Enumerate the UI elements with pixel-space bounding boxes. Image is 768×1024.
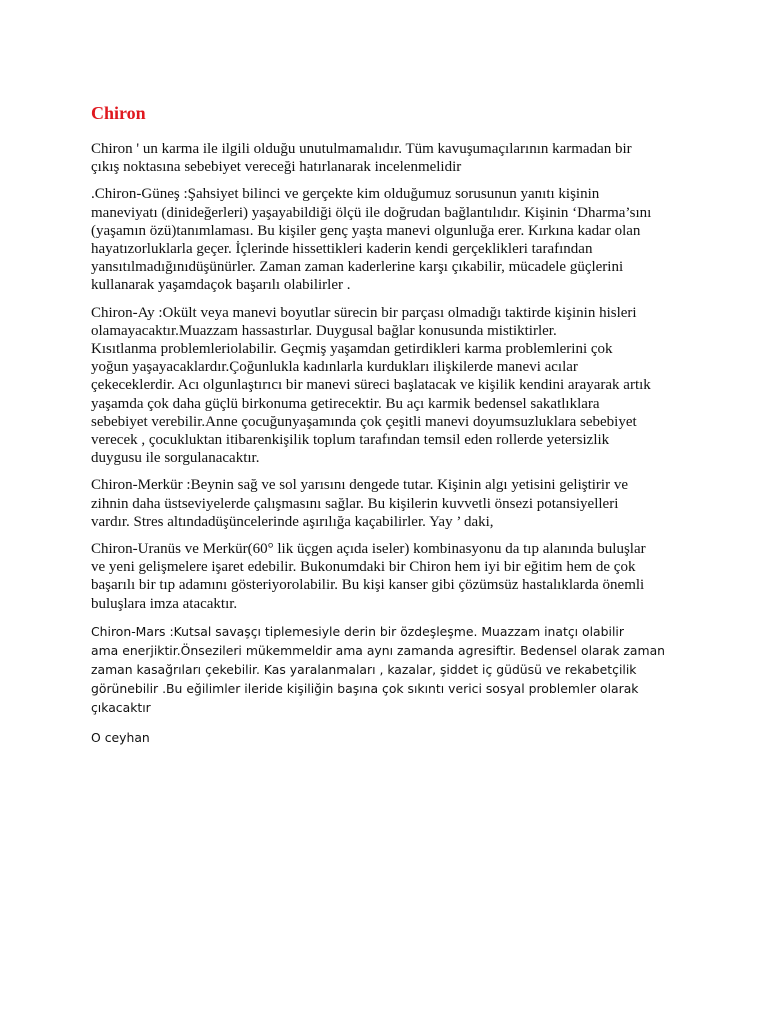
text-line: zaman kasağrıları çekebilir. Kas yaralanmaları , kazalar, şiddet iç güdüsü ve rekabetçilik <box>91 661 637 677</box>
text-line: vardır. Stres altındadüşüncelerinde aşırılığa kaçabilirler. Yay ’ daki, <box>91 513 494 530</box>
text-line: ve yeni gelişmelere işaret edebilir. Bukonumdaki bir Chiron hem iyi bir eğitim hem de çok <box>91 559 636 576</box>
text-line: yoğun yaşayacaklardır.Çoğunlukla kadınlarla kurdukları ilişkilerde manevi acılar <box>91 359 578 376</box>
text-line: görünebilir .Bu eğilimler ileride kişiliğin başına çok sıkıntı verici sosyal problemler olarak <box>91 680 639 696</box>
text-line: kullanarak yaşamdaçok başarılı olabilirler . <box>91 277 351 294</box>
text-line: Chiron-Mars :Kutsal savaşçı tiplemesiyle derin bir özdeşleşme. Muazzam inatçı olabilir <box>91 623 624 639</box>
signature-paragraph <box>91 728 678 747</box>
text-line: maneviyatı (dinideğerleri) yaşayabildiği ölçü ile doğrudan bağlantılıdır. Kişinin ‘Dharma’sını <box>91 204 652 221</box>
text-line: çekeceklerdir. Acı olgunlaştırıcı bir manevi süreci başlatacak ve kişilik kendini arayarak artık <box>91 377 651 394</box>
sans-body <box>91 622 678 747</box>
text-line: Kısıtlanma problemleriolabilir. Geçmiş yaşamdan getirdikleri karma problemlerini çok <box>91 341 613 358</box>
text-line: çıkacaktır <box>91 699 151 715</box>
text-line: olamayacaktır.Muazzam hassastırlar. Duygusal bağlar konusunda mistiktirler. <box>91 322 557 339</box>
text-line: Chiron-Uranüs ve Merkür(60° lik üçgen açıda iseler) kombinasyonu da tıp alanında buluşlar <box>91 541 646 558</box>
text-line: ama enerjiktir.Önsezileri mükemmeldir ama aynı zamanda agresiftir. Bedensel olarak zaman <box>91 642 666 658</box>
serif-body <box>91 140 678 613</box>
signature-paragraph <box>91 622 678 717</box>
text-line: (yaşamın özü)tanımlaması. Bu kişiler genç yaşta manevi olgunluğa erer. Kırkına kadar olan <box>91 222 641 239</box>
text-line: Chiron-Ay :Okült veya manevi boyutlar sürecin bir parçası olmadığı taktirde kişinin hisleri <box>91 304 637 321</box>
text-line: .Chiron-Güneş :Şahsiyet bilinci ve gerçekte kim olduğumuz sorusunun yanıtı kişinin <box>91 186 600 203</box>
text-line: yansıtılmadığınıdüşünürler. Zaman zaman kaderlerine karşı çıkabilir, mücadele güçlerini <box>91 259 624 276</box>
body-paragraph <box>91 185 678 294</box>
body-paragraph <box>91 476 678 531</box>
body-paragraph <box>91 540 678 613</box>
text-line: sebebiyet verebilir.Anne çocuğunyaşamında çok çeşitli manevi doyumsuzluklara sebebiyet <box>91 413 637 430</box>
text-line: O ceyhan <box>91 729 150 745</box>
text-line: Chiron-Merkür :Beynin sağ ve sol yarısını dengede tutar. Kişinin algı yetisini geliştirir ve <box>91 477 628 494</box>
text-line: başarılı bir tıp adamını gösteriyorolabilir. Bu kişi kanser gibi çözümsüz hastalıklarda önemli <box>91 577 645 594</box>
text-line: buluşlara imza atacaktır. <box>91 595 238 612</box>
document-title: Chiron <box>91 103 146 123</box>
text-line: yaşamda çok daha güçlü birkonuma getirecektir. Bu açı karmik bedensel sakatlıklara <box>91 395 600 412</box>
text-line: çıkış noktasına sebebiyet vereceği hatırlanarak incelenmelidir <box>91 159 462 176</box>
text-line: hayatızorluklarla geçer. İçlerinde hissettikleri kaderin kendi gerçeklikleri tarafından <box>91 241 593 258</box>
text-line: duygusu ile sorgulanacaktır. <box>91 450 260 467</box>
body-paragraph <box>91 140 678 176</box>
text-line: verecek , çocukluktan itibarenkişilik toplum tarafından temsil eden rollerde yetersizlik <box>91 432 610 449</box>
text-line: Chiron ' un karma ile ilgili olduğu unutulmamalıdır. Tüm kavuşumaçılarının karmadan bir <box>91 141 632 157</box>
body-paragraph <box>91 304 678 468</box>
text-line: zihnin daha üstseviyelerde çalışmasını sağlar. Bu kişilerin kuvvetli önsezi potansiyelleri <box>91 495 619 512</box>
